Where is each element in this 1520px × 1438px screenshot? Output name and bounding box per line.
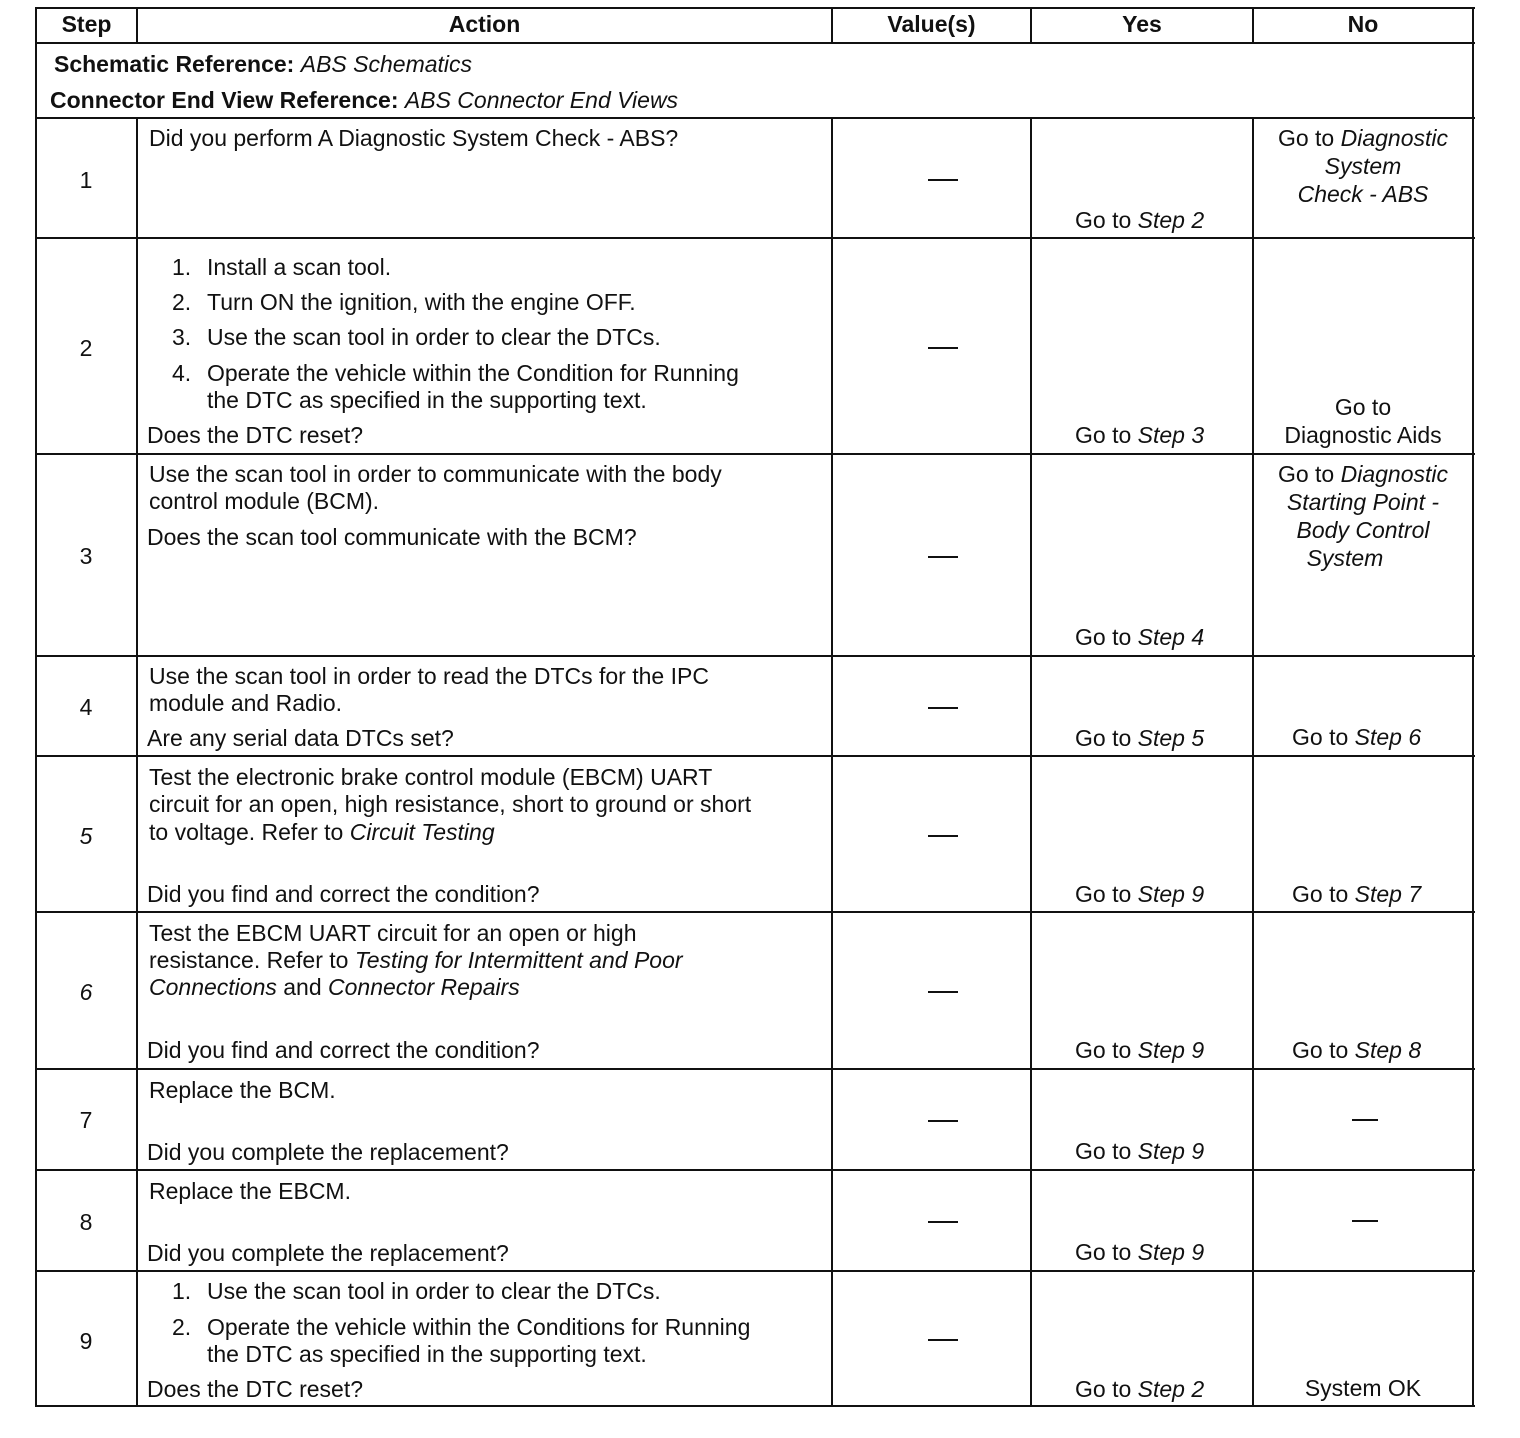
step-link[interactable]: Step 2 (1137, 1376, 1205, 1402)
action-text: Replace the EBCM. (149, 1178, 351, 1204)
list-item: the DTC as specified in the supporting text. (207, 387, 647, 413)
step-link[interactable]: Step 9 (1137, 1037, 1205, 1063)
header-divider (35, 42, 1475, 44)
action-text: module and Radio. (149, 690, 343, 716)
system-ok-text: System OK (1304, 1375, 1422, 1401)
step-number: 4 (79, 694, 93, 720)
yes-cell: Go to Step 5 (1075, 725, 1205, 751)
value-dash (928, 835, 958, 837)
row-divider (35, 117, 1475, 119)
yes-cell: Go to Step 9 (1075, 881, 1205, 907)
list-item-number: 1. (172, 1278, 192, 1304)
row-divider (35, 1270, 1475, 1272)
step-link[interactable]: Step 7 (1354, 881, 1422, 907)
action-text: resistance. Refer to Testing for Intermittent and Poor (149, 947, 683, 973)
list-item: the DTC as specified in the supporting text. (207, 1341, 647, 1367)
question-text: Did you complete the replacement? (147, 1240, 509, 1266)
intermittent-link[interactable]: Testing for Intermittent and Poor (354, 947, 683, 973)
question-text: Did you complete the replacement? (147, 1139, 509, 1165)
list-item: Operate the vehicle within the Conditions for Running (207, 1314, 751, 1340)
value-dash (928, 1221, 958, 1223)
row-divider (35, 911, 1475, 913)
circuit-testing-link[interactable]: Circuit Testing (349, 819, 495, 845)
question-text: Does the DTC reset? (147, 422, 364, 448)
question-text: Did you find and correct the condition? (147, 881, 540, 907)
step-link[interactable]: Step 8 (1354, 1037, 1422, 1063)
question-text: Does the scan tool communicate with the BCM? (147, 524, 637, 550)
header-no: No (1347, 11, 1379, 37)
list-item-number: 2. (172, 289, 192, 315)
no-text: Go to (1334, 394, 1392, 420)
list-item: Install a scan tool. (207, 254, 392, 280)
list-item: Turn ON the ignition, with the engine OFF. (207, 289, 636, 315)
diagnostic-link[interactable]: Starting Point - (1286, 489, 1440, 515)
question-text: Did you find and correct the condition? (147, 1037, 540, 1063)
list-item-number: 4. (172, 360, 192, 386)
yes-cell: Go to Step 2 (1075, 207, 1205, 233)
row-divider (35, 755, 1475, 757)
row-divider (35, 1068, 1475, 1070)
no-dash (1352, 1119, 1378, 1121)
yes-cell: Go to Step 9 (1075, 1239, 1205, 1265)
diagnostic-link[interactable]: System (1324, 153, 1402, 179)
no-cell: Go to Step 8 (1292, 1037, 1422, 1063)
no-cell: Go to Diagnostic System Check - ABS (1277, 125, 1449, 207)
no-cell: Go to Step 6 (1292, 724, 1422, 750)
action-text: Replace the BCM. (149, 1077, 336, 1103)
step-link[interactable]: Step 2 (1137, 207, 1205, 233)
connector-label: Connector End View Reference: (50, 87, 399, 113)
step-link[interactable]: Step 9 (1137, 1239, 1205, 1265)
step-number: 1 (79, 167, 93, 193)
schematic-link[interactable]: ABS Schematics (300, 51, 473, 77)
no-cell: Go to Step 7 (1292, 881, 1422, 907)
diagnostic-link[interactable]: Body Control (1296, 517, 1430, 543)
step-link[interactable]: Step 9 (1137, 881, 1205, 907)
connector-link[interactable]: ABS Connector End Views (404, 87, 679, 113)
step-link[interactable]: Step 6 (1354, 724, 1422, 750)
no-cell (1254, 393, 1472, 449)
value-dash (928, 556, 958, 558)
action-text: Use the scan tool in order to communicate with the body (149, 461, 722, 487)
action-text: Connections and Connector Repairs (149, 974, 520, 1000)
step-number: 8 (79, 1209, 93, 1235)
action-text: control module (BCM). (149, 488, 380, 514)
action-text: Did you perform A Diagnostic System Check - ABS? (149, 125, 679, 151)
list-item: Use the scan tool in order to clear the DTCs. (207, 1278, 661, 1304)
value-dash (928, 707, 958, 709)
action-text: to voltage. Refer to Circuit Testing (149, 819, 495, 845)
action-text: Test the EBCM UART circuit for an open or high (149, 920, 637, 946)
row-divider (35, 237, 1475, 239)
step-number: 6 (79, 979, 93, 1005)
schematic-reference (54, 50, 472, 78)
header-step: Step (61, 11, 112, 37)
value-dash (928, 991, 958, 993)
row-divider (35, 655, 1475, 657)
yes-cell: Go to Step 4 (1075, 624, 1205, 650)
row-divider (35, 1169, 1475, 1171)
value-dash (928, 1339, 958, 1341)
col-divider (136, 117, 138, 1407)
step-link[interactable]: Step 3 (1137, 422, 1205, 448)
diagnostic-link[interactable]: Diagnostic (1340, 125, 1449, 151)
step-number: 7 (79, 1107, 93, 1133)
step-number: 3 (79, 543, 93, 569)
header-yes: Yes (1122, 11, 1162, 37)
schematic-label: Schematic Reference: (54, 51, 295, 77)
no-cell: Go to Diagnostic Starting Point - Body Control System (1277, 461, 1449, 571)
yes-cell: Go to Step 3 (1075, 422, 1205, 448)
step-link[interactable]: Step 9 (1137, 1138, 1205, 1164)
list-item-number: 2. (172, 1314, 192, 1340)
connector-reference (50, 86, 678, 114)
step-number: 5 (79, 823, 93, 849)
value-dash (928, 179, 958, 181)
header-action: Action (448, 11, 521, 37)
col-divider (831, 117, 833, 1407)
intermittent-link[interactable]: Connections (149, 974, 277, 1000)
connector-repairs-link[interactable]: Connector Repairs (328, 974, 520, 1000)
row-divider (35, 453, 1475, 455)
value-dash (928, 1120, 958, 1122)
step-link[interactable]: Step 4 (1137, 624, 1205, 650)
list-item-number: 3. (172, 324, 192, 350)
action-text: Test the electronic brake control module (EBCM) UART (149, 764, 713, 790)
diagnostic-link[interactable]: Diagnostic (1340, 461, 1449, 487)
yes-cell: Go to Step 9 (1075, 1138, 1205, 1164)
step-link[interactable]: Step 5 (1137, 725, 1205, 751)
list-item: Operate the vehicle within the Condition for Running (207, 360, 739, 386)
list-item-number: 1. (172, 254, 192, 280)
diagnostic-aids-link[interactable]: Diagnostic Aids (1284, 422, 1442, 448)
value-dash (928, 347, 958, 349)
table-border-right (1472, 7, 1474, 1407)
step-number: 2 (79, 335, 93, 361)
diagnostic-link[interactable]: Check - ABS (1297, 181, 1429, 207)
yes-cell: Go to Step 2 (1075, 1376, 1205, 1402)
table-border-bottom (35, 1405, 1475, 1407)
action-text: circuit for an open, high resistance, short to ground or short (149, 791, 752, 817)
step-number: 9 (79, 1328, 93, 1354)
yes-cell: Go to Step 9 (1075, 1037, 1205, 1063)
header-values: Value(s) (887, 11, 976, 37)
question-text: Does the DTC reset? (147, 1376, 364, 1402)
action-text: Use the scan tool in order to read the DTCs for the IPC (149, 663, 709, 689)
col-divider (1252, 117, 1254, 1407)
diagnostic-link[interactable]: System (1306, 545, 1384, 571)
question-text: Are any serial data DTCs set? (147, 725, 454, 751)
col-divider (1030, 117, 1032, 1407)
list-item: Use the scan tool in order to clear the DTCs. (207, 324, 661, 350)
no-dash (1352, 1220, 1378, 1222)
